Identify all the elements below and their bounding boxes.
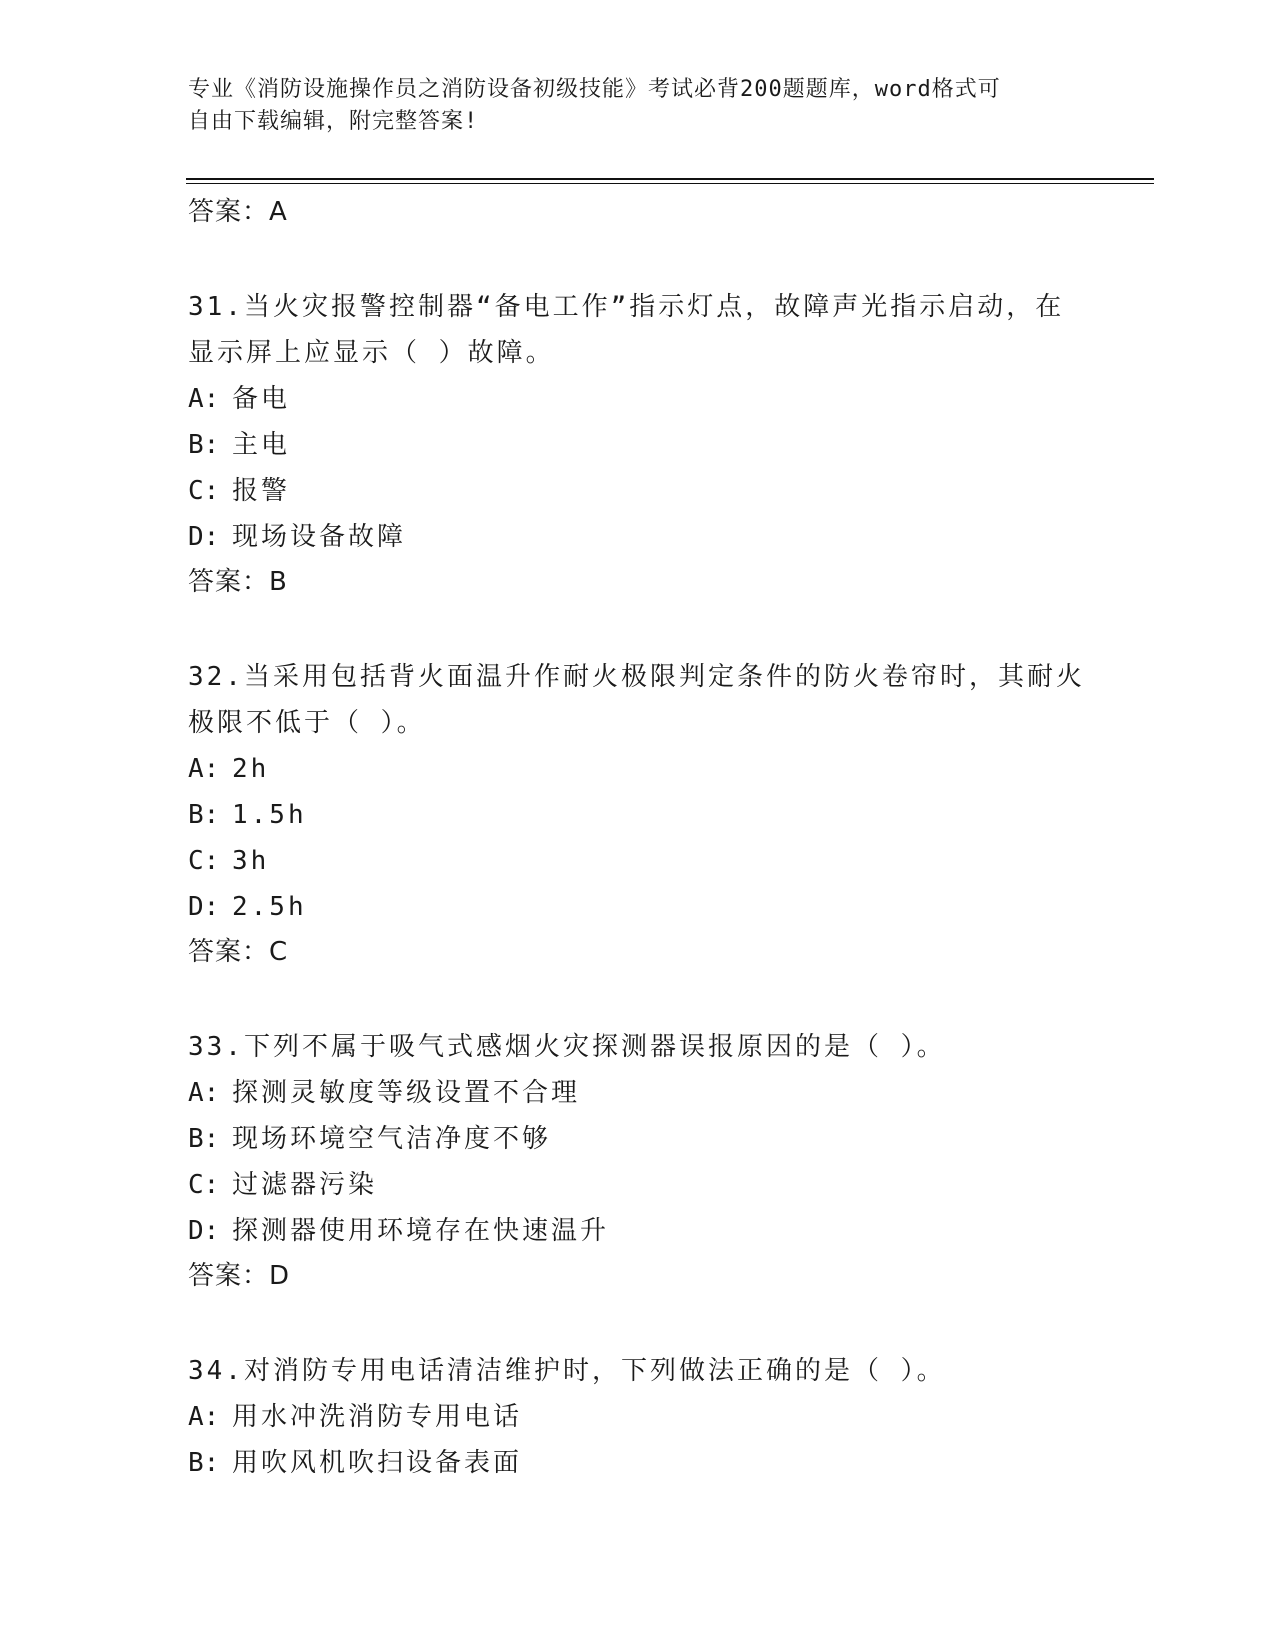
question-34 bbox=[188, 1348, 1088, 1486]
question-stem-line: 显示屏上应显示（ ）故障。 bbox=[188, 338, 555, 368]
header-rule-thick bbox=[186, 178, 1154, 180]
header-line-2: 自由下载编辑，附完整答案! bbox=[188, 109, 479, 134]
option-d: D: 现场设备故障 bbox=[188, 522, 407, 552]
question-stem bbox=[188, 284, 1088, 376]
previous-answer: 答案：A bbox=[188, 197, 288, 227]
document-header bbox=[188, 74, 1068, 138]
option-d: D: 2.5h bbox=[188, 892, 307, 922]
option-a: A: 2h bbox=[188, 754, 270, 784]
question-stem bbox=[188, 1024, 1088, 1070]
question-stem-line: 34.对消防专用电话清洁维护时，下列做法正确的是（ ）。 bbox=[188, 1356, 946, 1386]
option-a: A: 备电 bbox=[188, 384, 291, 414]
question-33 bbox=[188, 1024, 1088, 1298]
option-d: D: 探测器使用环境存在快速温升 bbox=[188, 1216, 610, 1246]
question-stem-line: 31.当火灾报警控制器“备电工作”指示灯点，故障声光指示启动，在 bbox=[188, 292, 1065, 322]
option-b: B: 1.5h bbox=[188, 800, 307, 830]
question-stem-line: 极限不低于（ ）。 bbox=[188, 708, 426, 738]
header-rule-thin bbox=[186, 183, 1154, 184]
option-c: C: 报警 bbox=[188, 476, 291, 506]
option-a: A: 用水冲洗消防专用电话 bbox=[188, 1402, 523, 1432]
question-list bbox=[188, 190, 1088, 1486]
question-stem bbox=[188, 1348, 1088, 1394]
option-b: B: 现场环境空气洁净度不够 bbox=[188, 1124, 552, 1154]
question-31 bbox=[188, 284, 1088, 604]
question-stem-line: 32.当采用包括背火面温升作耐火极限判定条件的防火卷帘时，其耐火 bbox=[188, 662, 1085, 692]
option-c: C: 过滤器污染 bbox=[188, 1170, 378, 1200]
option-c: C: 3h bbox=[188, 846, 270, 876]
question-32 bbox=[188, 654, 1088, 974]
option-b: B: 主电 bbox=[188, 430, 291, 460]
question-stem-line: 33.下列不属于吸气式感烟火灾探测器误报原因的是（ ）。 bbox=[188, 1032, 946, 1062]
answer-label: 答案：C bbox=[188, 937, 289, 967]
question-stem bbox=[188, 654, 1088, 746]
header-line-1: 专业《消防设施操作员之消防设备初级技能》考试必背200题题库，word格式可 bbox=[188, 77, 1001, 102]
option-b: B: 用吹风机吹扫设备表面 bbox=[188, 1448, 523, 1478]
answer-label: 答案：D bbox=[188, 1261, 291, 1291]
answer-label: 答案：B bbox=[188, 567, 288, 597]
option-a: A: 探测灵敏度等级设置不合理 bbox=[188, 1078, 581, 1108]
